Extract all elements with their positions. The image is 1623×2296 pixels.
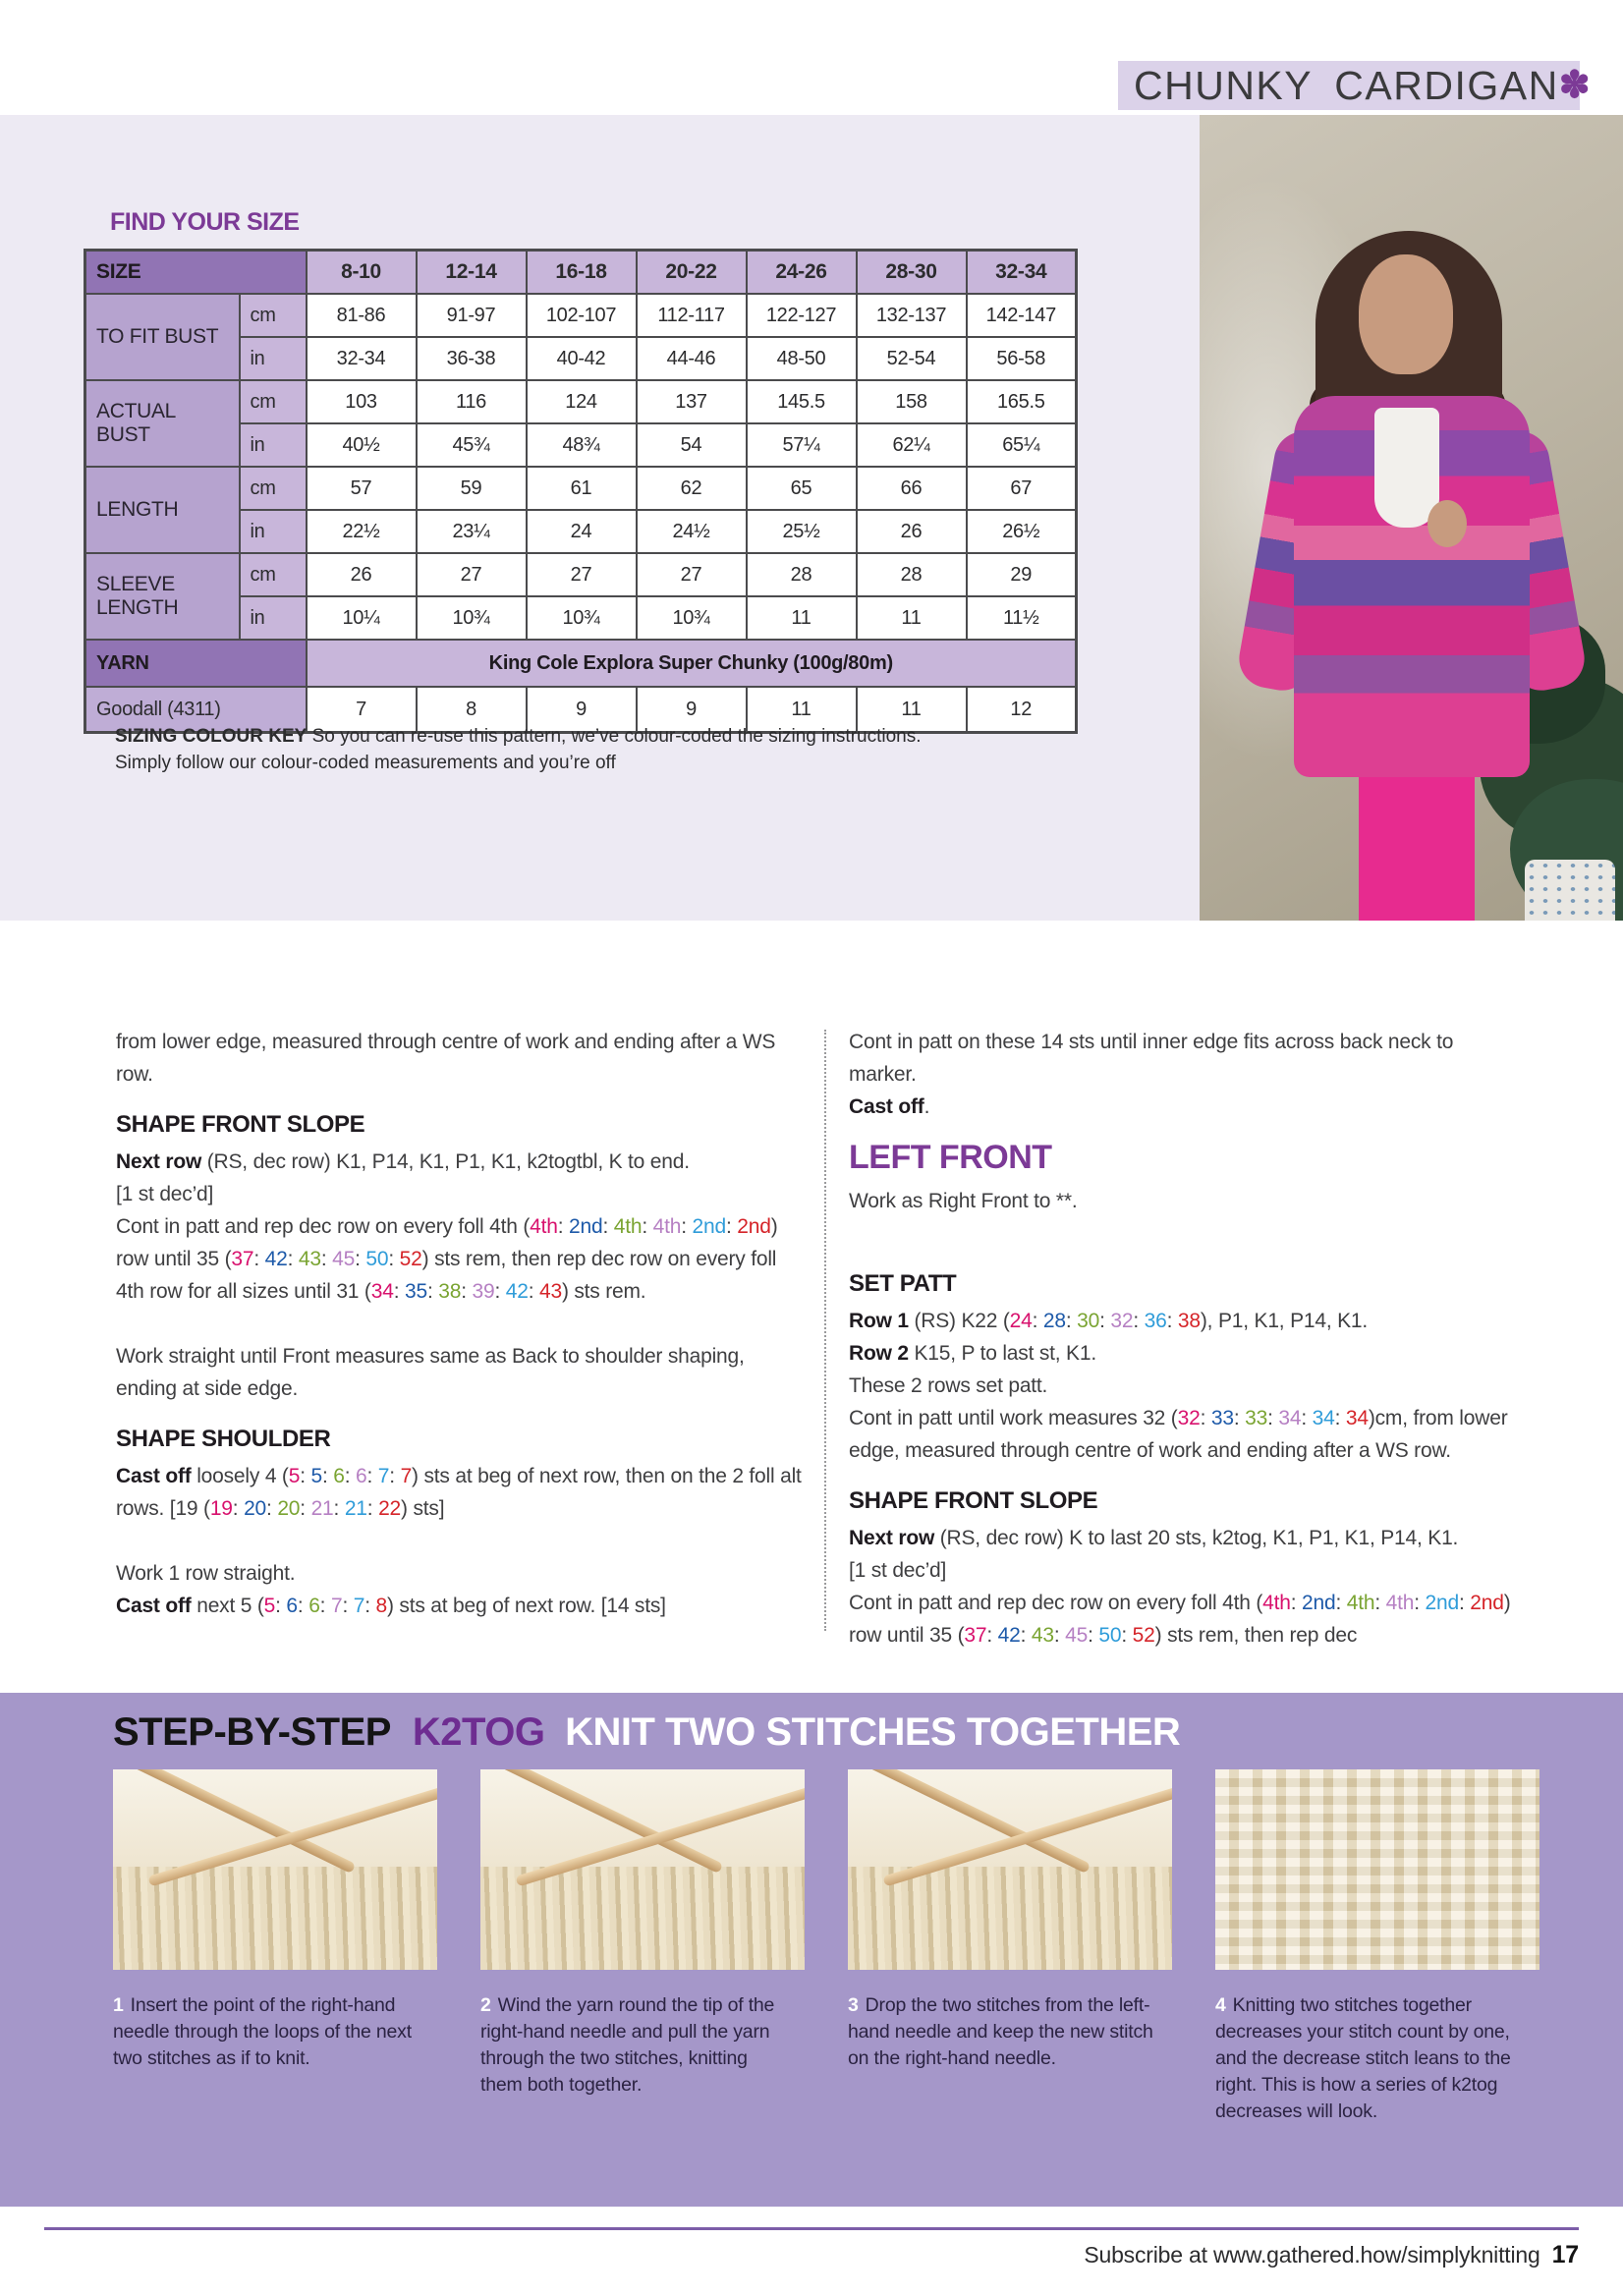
pattern-text: [1 st dec’d] [849, 1559, 947, 1582]
measure-value-cell: 11½ [967, 596, 1077, 640]
pattern-text: Cont in patt and rep dec row on every foll 4th ( [849, 1592, 1263, 1614]
size-column-header: 24-26 [747, 251, 857, 295]
measure-value-cell: 65 [747, 467, 857, 510]
pattern-text: ) sts rem, then rep dec row on every foll 4th row for all sizes until 31 ( [116, 1248, 777, 1303]
pattern-text: : [253, 1248, 265, 1270]
size-column-header: 12-14 [417, 251, 527, 295]
step-by-step-section [0, 1693, 1623, 2207]
measure-value-cell: 62¼ [857, 423, 967, 467]
size-coded-value: 5 [310, 1465, 322, 1487]
step-by-step-header [113, 1710, 1180, 1755]
measure-label-cell: TO FIT BUST [85, 294, 240, 380]
measure-value-cell: 26 [857, 510, 967, 553]
size-coded-value: 21 [344, 1497, 367, 1520]
measure-value-cell: 158 [857, 380, 967, 423]
pattern-text: . [923, 1095, 930, 1118]
size-coded-value: 4th [652, 1215, 682, 1238]
plant-pot [1525, 860, 1615, 921]
pattern-paragraph [116, 1210, 804, 1308]
subscribe-text: Subscribe at www.gathered.how/simplyknitting [1084, 2242, 1540, 2268]
find-your-size-title: FIND YOUR SIZE [110, 208, 300, 236]
footer-rule [44, 2227, 1579, 2230]
measure-value-cell: 81-86 [307, 294, 417, 337]
measure-value-cell: 45¾ [417, 423, 527, 467]
measure-value-cell: 10¾ [527, 596, 637, 640]
measure-value-cell: 26½ [967, 510, 1077, 553]
pattern-text: : [986, 1624, 998, 1647]
shade-value-cell: 11 [857, 687, 967, 733]
pattern-text: : [1133, 1310, 1145, 1332]
pattern-paragraph [116, 1460, 804, 1525]
pattern-text: ) row until 35 ( [116, 1215, 778, 1270]
size-coded-value: 4th [530, 1215, 558, 1238]
pattern-text: ) sts at beg of next row. [14 sts] [386, 1595, 666, 1617]
unit-cell: in [240, 423, 307, 467]
size-coded-value: 2nd [569, 1215, 603, 1238]
step-photo-1 [113, 1769, 437, 1970]
measure-value-cell: 59 [417, 467, 527, 510]
size-coded-value: 6 [286, 1595, 298, 1617]
pattern-text: : [389, 1465, 401, 1487]
size-table [84, 249, 1078, 734]
size-coded-value: 42 [264, 1248, 288, 1270]
size-coded-value: 19 [209, 1497, 233, 1520]
pattern-paragraph [849, 1587, 1517, 1652]
bold-text: Row 1 [849, 1310, 909, 1332]
pattern-text: : [1301, 1407, 1313, 1429]
size-coded-value: 24 [1009, 1310, 1033, 1332]
page-number: 17 [1551, 2241, 1579, 2268]
measure-value-cell: 44-46 [637, 337, 747, 380]
step-by-step-label: STEP-BY-STEP [113, 1710, 391, 1754]
pattern-paragraph [849, 1522, 1517, 1554]
yarn-label-cell: YARN [85, 640, 307, 687]
size-coded-value: 2nd [737, 1215, 771, 1238]
pattern-text: Cont in patt and rep dec row on every foll 4th ( [116, 1215, 531, 1238]
measure-value-cell: 57 [307, 467, 417, 510]
measure-value-cell: 10¾ [637, 596, 747, 640]
size-coded-value: 2nd [1425, 1592, 1459, 1614]
paragraph-spacer [849, 1217, 1517, 1250]
size-coded-value: 38 [438, 1280, 462, 1303]
measure-value-cell: 67 [967, 467, 1077, 510]
measure-value-cell: 40½ [307, 423, 417, 467]
pattern-text: (RS, dec row) K1, P14, K1, P1, K1, k2togtbl, K to end. [201, 1150, 690, 1173]
step-caption-1 [113, 1992, 420, 2072]
size-coded-value: 7 [330, 1595, 343, 1617]
pattern-text: Work straight until Front measures same as Back to shoulder shaping, ending at side edge. [116, 1345, 745, 1400]
unit-cell: cm [240, 380, 307, 423]
size-coded-value: 5 [263, 1595, 276, 1617]
pattern-column-right [849, 1026, 1517, 1652]
size-coded-value: 7 [377, 1465, 390, 1487]
measure-value-cell: 66 [857, 467, 967, 510]
size-coded-value: 22 [378, 1497, 402, 1520]
size-coded-value: 4th [613, 1215, 643, 1238]
pattern-text: Work 1 row straight. [116, 1562, 296, 1585]
pattern-paragraph [849, 1337, 1517, 1370]
pattern-text: Cont in patt on these 14 sts until inner edge fits across back neck to marker. [849, 1031, 1454, 1086]
pattern-text: : [266, 1497, 278, 1520]
pattern-text: : [300, 1497, 311, 1520]
pattern-text: ) row until 35 ( [849, 1592, 1511, 1647]
pattern-text: : [320, 1248, 333, 1270]
measure-value-cell: 24 [527, 510, 637, 553]
size-coded-value: 50 [365, 1248, 389, 1270]
pattern-text: ), P1, K1, P14, K1. [1200, 1310, 1369, 1332]
measure-value-cell: 25½ [747, 510, 857, 553]
pattern-text: : [1374, 1592, 1386, 1614]
pattern-paragraph [116, 1590, 804, 1622]
size-coded-value: 32 [1110, 1310, 1134, 1332]
step-caption-text: Drop the two stitches from the left-hand needle and keep the new stitch on the right-hand needle. [848, 1994, 1153, 2069]
size-column-header: 8-10 [307, 251, 417, 295]
shade-value-cell: 11 [747, 687, 857, 733]
size-coded-value: 4th [1346, 1592, 1375, 1614]
size-column-header: 32-34 [967, 251, 1077, 295]
size-coded-value: 38 [1177, 1310, 1201, 1332]
size-coded-value: 7 [353, 1595, 365, 1617]
pattern-text: next 5 ( [191, 1595, 264, 1617]
pattern-text: : [426, 1280, 439, 1303]
measure-value-cell: 23¼ [417, 510, 527, 553]
size-coded-value: 43 [298, 1248, 321, 1270]
shade-value-cell: 8 [417, 687, 527, 733]
pattern-text: : [297, 1595, 309, 1617]
pattern-text: : [602, 1215, 614, 1238]
size-coded-value: 39 [472, 1280, 495, 1303]
paragraph-spacer [116, 1525, 804, 1557]
unit-cell: cm [240, 294, 307, 337]
size-coded-value: 2nd [1302, 1592, 1336, 1614]
pattern-text: : [287, 1248, 299, 1270]
pattern-paragraph [849, 1402, 1517, 1467]
measure-value-cell: 11 [857, 596, 967, 640]
size-coded-value: 33 [1245, 1407, 1268, 1429]
measure-value-cell: 48-50 [747, 337, 857, 380]
pattern-text: (RS, dec row) K to last 20 sts, k2tog, K1, P1, K1, P14, K1. [934, 1527, 1459, 1549]
size-coded-value: 42 [505, 1280, 529, 1303]
measure-value-cell: 165.5 [967, 380, 1077, 423]
measure-value-cell: 122-127 [747, 294, 857, 337]
measure-value-cell: 29 [967, 553, 1077, 596]
pattern-text: [1 st dec’d] [116, 1183, 214, 1205]
size-coded-value: 34 [1312, 1407, 1335, 1429]
pattern-text: : [681, 1215, 693, 1238]
page-header-strip [1118, 61, 1591, 110]
pattern-text: (RS) K22 ( [908, 1310, 1010, 1332]
measure-value-cell: 27 [417, 553, 527, 596]
size-coded-value: 6 [356, 1465, 367, 1487]
pattern-text: : [388, 1248, 400, 1270]
size-coded-value: 2nd [692, 1215, 726, 1238]
pattern-text: : [642, 1215, 653, 1238]
unit-cell: cm [240, 553, 307, 596]
size-coded-value: 43 [538, 1280, 562, 1303]
size-coded-value: 45 [332, 1248, 356, 1270]
measure-value-cell: 102-107 [527, 294, 637, 337]
step-caption-text: Wind the yarn round the tip of the right-hand needle and pull the yarn through the two stitches, knitting them both together. [480, 1994, 775, 2096]
size-coded-value: 2nd [1470, 1592, 1504, 1614]
measure-value-cell: 22½ [307, 510, 417, 553]
size-coded-value: 37 [231, 1248, 254, 1270]
pattern-text: : [461, 1280, 473, 1303]
pattern-text: : [1166, 1310, 1178, 1332]
measure-value-cell: 48¾ [527, 423, 637, 467]
sizing-key-text: So you can re-use this pattern, we’ve colour-coded the sizing instructions. Simply follow our colour-coded measurements and you’re off [115, 726, 922, 773]
pattern-text: : [725, 1215, 738, 1238]
measure-value-cell: 137 [637, 380, 747, 423]
size-coded-value: 34 [1278, 1407, 1302, 1429]
measure-label-cell: ACTUAL BUST [85, 380, 240, 467]
measure-value-cell: 142-147 [967, 294, 1077, 337]
pattern-text: : [1099, 1310, 1111, 1332]
shade-value-cell: 9 [527, 687, 637, 733]
size-coded-value: 7 [400, 1465, 413, 1487]
pattern-text: : [1267, 1407, 1279, 1429]
page-title: CHUNKY CARDIGAN [1134, 62, 1559, 108]
model-hand [1427, 500, 1467, 547]
bold-text: Cast off [116, 1465, 192, 1487]
measure-value-cell: 56-58 [967, 337, 1077, 380]
step-caption-text: Knitting two stitches together decreases your stitch count by one, and the decrease stitch leans to the right. This is how a series of k2tog decreases will look. [1215, 1994, 1511, 2122]
measure-value-cell: 28 [857, 553, 967, 596]
pattern-paragraph [116, 1026, 804, 1091]
measure-value-cell: 28 [747, 553, 857, 596]
measure-value-cell: 11 [747, 596, 857, 640]
measure-value-cell: 57¼ [747, 423, 857, 467]
step-caption-text: Insert the point of the right-hand needle through the loops of the next two stitches as if to knit. [113, 1994, 412, 2069]
pattern-text: ) sts at beg of next row, then on the 2 foll alt rows. [19 ( [116, 1465, 802, 1520]
pattern-text: : [1032, 1310, 1043, 1332]
pattern-text: K15, P to last st, K1. [908, 1342, 1096, 1365]
pattern-text: : [355, 1248, 366, 1270]
pattern-text: : [1414, 1592, 1426, 1614]
size-coded-value: 21 [310, 1497, 334, 1520]
pattern-text: from lower edge, measured through centre of work and ending after a WS row. [116, 1031, 776, 1086]
size-coded-value: 33 [1210, 1407, 1234, 1429]
step-photo-4 [1215, 1769, 1539, 1970]
measure-value-cell: 36-38 [417, 337, 527, 380]
pattern-text: : [321, 1465, 334, 1487]
shade-value-cell: 7 [307, 687, 417, 733]
section-heading: SHAPE SHOULDER [116, 1426, 331, 1452]
pattern-text: These 2 rows set patt. [849, 1374, 1048, 1397]
pattern-text: : [1020, 1624, 1032, 1647]
measure-value-cell: 24½ [637, 510, 747, 553]
size-coded-value: 28 [1042, 1310, 1066, 1332]
measure-value-cell: 26 [307, 553, 417, 596]
pattern-text: : [1065, 1310, 1078, 1332]
section-heading: SET PATT [849, 1270, 957, 1297]
unit-cell: in [240, 596, 307, 640]
pattern-text: : [300, 1465, 311, 1487]
step-by-step-title: KNIT TWO STITCHES TOGETHER [565, 1710, 1181, 1754]
step-photo-2 [480, 1769, 805, 1970]
measure-value-cell: 61 [527, 467, 637, 510]
measure-value-cell: 27 [637, 553, 747, 596]
step-caption-3 [848, 1992, 1154, 2072]
pattern-text: )cm, from lower edge, measured through centre of work and ending after a WS row. [849, 1407, 1508, 1462]
size-coded-value: 52 [1132, 1624, 1155, 1647]
pink-trousers [1359, 763, 1475, 921]
unit-cell: cm [240, 467, 307, 510]
measure-value-cell: 32-34 [307, 337, 417, 380]
pattern-paragraph [116, 1146, 804, 1178]
footer [1084, 2241, 1579, 2269]
pattern-text: : [494, 1280, 506, 1303]
size-coded-value: 6 [333, 1465, 345, 1487]
step-number: 4 [1215, 1994, 1226, 2016]
size-coded-value: 32 [1177, 1407, 1201, 1429]
measure-value-cell: 103 [307, 380, 417, 423]
pattern-text: : [232, 1497, 245, 1520]
size-coded-value: 4th [1385, 1592, 1415, 1614]
pattern-text: : [393, 1280, 405, 1303]
measure-value-cell: 91-97 [417, 294, 527, 337]
measure-value-cell: 62 [637, 467, 747, 510]
size-header-cell: SIZE [85, 251, 307, 295]
pattern-text: Cont in patt until work measures 32 ( [849, 1407, 1178, 1429]
size-coded-value: 35 [404, 1280, 427, 1303]
pattern-text: : [1334, 1407, 1346, 1429]
bold-text: Row 2 [849, 1342, 909, 1365]
pattern-text: : [333, 1497, 345, 1520]
bold-text: Next row [849, 1527, 935, 1549]
size-coded-value: 4th [1262, 1592, 1291, 1614]
size-coded-value: 8 [375, 1595, 387, 1617]
pattern-text: : [319, 1595, 331, 1617]
size-coded-value: 52 [399, 1248, 422, 1270]
pattern-text: Work as Right Front to **. [849, 1190, 1078, 1212]
measure-value-cell: 27 [527, 553, 637, 596]
step-number: 2 [480, 1994, 491, 2016]
pattern-paragraph [849, 1091, 1517, 1123]
column-divider [824, 1030, 826, 1631]
pattern-paragraph [849, 1305, 1517, 1337]
size-coded-value: 20 [244, 1497, 267, 1520]
pattern-text: : [1458, 1592, 1471, 1614]
measure-value-cell: 10¼ [307, 596, 417, 640]
unit-cell: in [240, 510, 307, 553]
measure-label-cell: SLEEVE LENGTH [85, 553, 240, 640]
size-coded-value: 50 [1098, 1624, 1122, 1647]
bold-text: Cast off [116, 1595, 192, 1617]
shade-value-cell: 9 [637, 687, 747, 733]
measure-value-cell: 65¼ [967, 423, 1077, 467]
pattern-text: : [557, 1215, 570, 1238]
pattern-text: : [528, 1280, 539, 1303]
sizing-colour-key [115, 723, 979, 776]
shade-label-cell: Goodall (4311) [85, 687, 307, 733]
step-number: 1 [113, 1994, 124, 2016]
pattern-paragraph [849, 1554, 1517, 1587]
pattern-paragraph [849, 1026, 1517, 1091]
pattern-paragraph [116, 1340, 804, 1405]
size-coded-value: 45 [1065, 1624, 1089, 1647]
pattern-text: : [1053, 1624, 1066, 1647]
measure-value-cell: 112-117 [637, 294, 747, 337]
cardigan-model-photo [1200, 115, 1623, 921]
pattern-text: : [364, 1595, 376, 1617]
yarn-value-cell: King Cole Explora Super Chunky (100g/80m) [307, 640, 1077, 687]
pattern-text: ) sts rem, then rep dec [1154, 1624, 1358, 1647]
part-heading: LEFT FRONT [849, 1139, 1052, 1176]
pattern-text: : [1290, 1592, 1303, 1614]
measure-value-cell: 132-137 [857, 294, 967, 337]
pattern-text: : [342, 1595, 354, 1617]
measure-value-cell: 145.5 [747, 380, 857, 423]
measure-label-cell: LENGTH [85, 467, 240, 553]
white-top [1374, 408, 1439, 528]
pattern-text: : [1200, 1407, 1211, 1429]
k2tog-label: K2TOG [412, 1710, 545, 1754]
section-heading: SHAPE FRONT SLOPE [849, 1487, 1098, 1514]
pattern-column-left [116, 1026, 804, 1622]
model-face [1359, 254, 1453, 374]
size-coded-value: 34 [370, 1280, 394, 1303]
measure-value-cell: 10¾ [417, 596, 527, 640]
step-number: 3 [848, 1994, 859, 2016]
pattern-paragraph [116, 1557, 804, 1590]
pattern-text: loosely 4 ( [191, 1465, 289, 1487]
size-column-header: 28-30 [857, 251, 967, 295]
size-coded-value: 34 [1345, 1407, 1369, 1429]
step-caption-4 [1215, 1992, 1522, 2125]
size-coded-value: 43 [1031, 1624, 1054, 1647]
pattern-text: : [1121, 1624, 1133, 1647]
pattern-text: : [1335, 1592, 1347, 1614]
step-photo-3 [848, 1769, 1172, 1970]
pattern-text: : [275, 1595, 287, 1617]
size-coded-value: 6 [308, 1595, 320, 1617]
measure-value-cell: 40-42 [527, 337, 637, 380]
shade-value-cell: 12 [967, 687, 1077, 733]
pattern-text: : [1233, 1407, 1246, 1429]
pattern-paragraph [116, 1178, 804, 1210]
size-coded-value: 30 [1077, 1310, 1100, 1332]
pattern-text: ) sts] [401, 1497, 445, 1520]
size-coded-value: 37 [964, 1624, 987, 1647]
size-coded-value: 42 [997, 1624, 1021, 1647]
step-caption-2 [480, 1992, 787, 2099]
size-coded-value: 20 [277, 1497, 301, 1520]
bold-text: Next row [116, 1150, 202, 1173]
measure-value-cell: 124 [527, 380, 637, 423]
sizing-key-label: SIZING COLOUR KEY [115, 726, 308, 747]
pattern-paragraph [849, 1185, 1517, 1217]
size-column-header: 16-18 [527, 251, 637, 295]
size-column-header: 20-22 [637, 251, 747, 295]
measure-value-cell: 52-54 [857, 337, 967, 380]
pattern-paragraph [849, 1370, 1517, 1402]
flower-icon: ✽ [1558, 65, 1591, 106]
measure-value-cell: 54 [637, 423, 747, 467]
size-coded-value: 36 [1144, 1310, 1167, 1332]
unit-cell: in [240, 337, 307, 380]
pattern-text: : [1088, 1624, 1099, 1647]
measure-value-cell: 116 [417, 380, 527, 423]
pattern-text: ) sts rem. [561, 1280, 646, 1303]
section-heading: SHAPE FRONT SLOPE [116, 1111, 365, 1138]
bold-text: Cast off [849, 1095, 924, 1118]
pattern-text: : [344, 1465, 357, 1487]
paragraph-spacer [116, 1308, 804, 1340]
pattern-text: : [366, 1465, 378, 1487]
pattern-text: : [366, 1497, 379, 1520]
size-coded-value: 5 [288, 1465, 301, 1487]
